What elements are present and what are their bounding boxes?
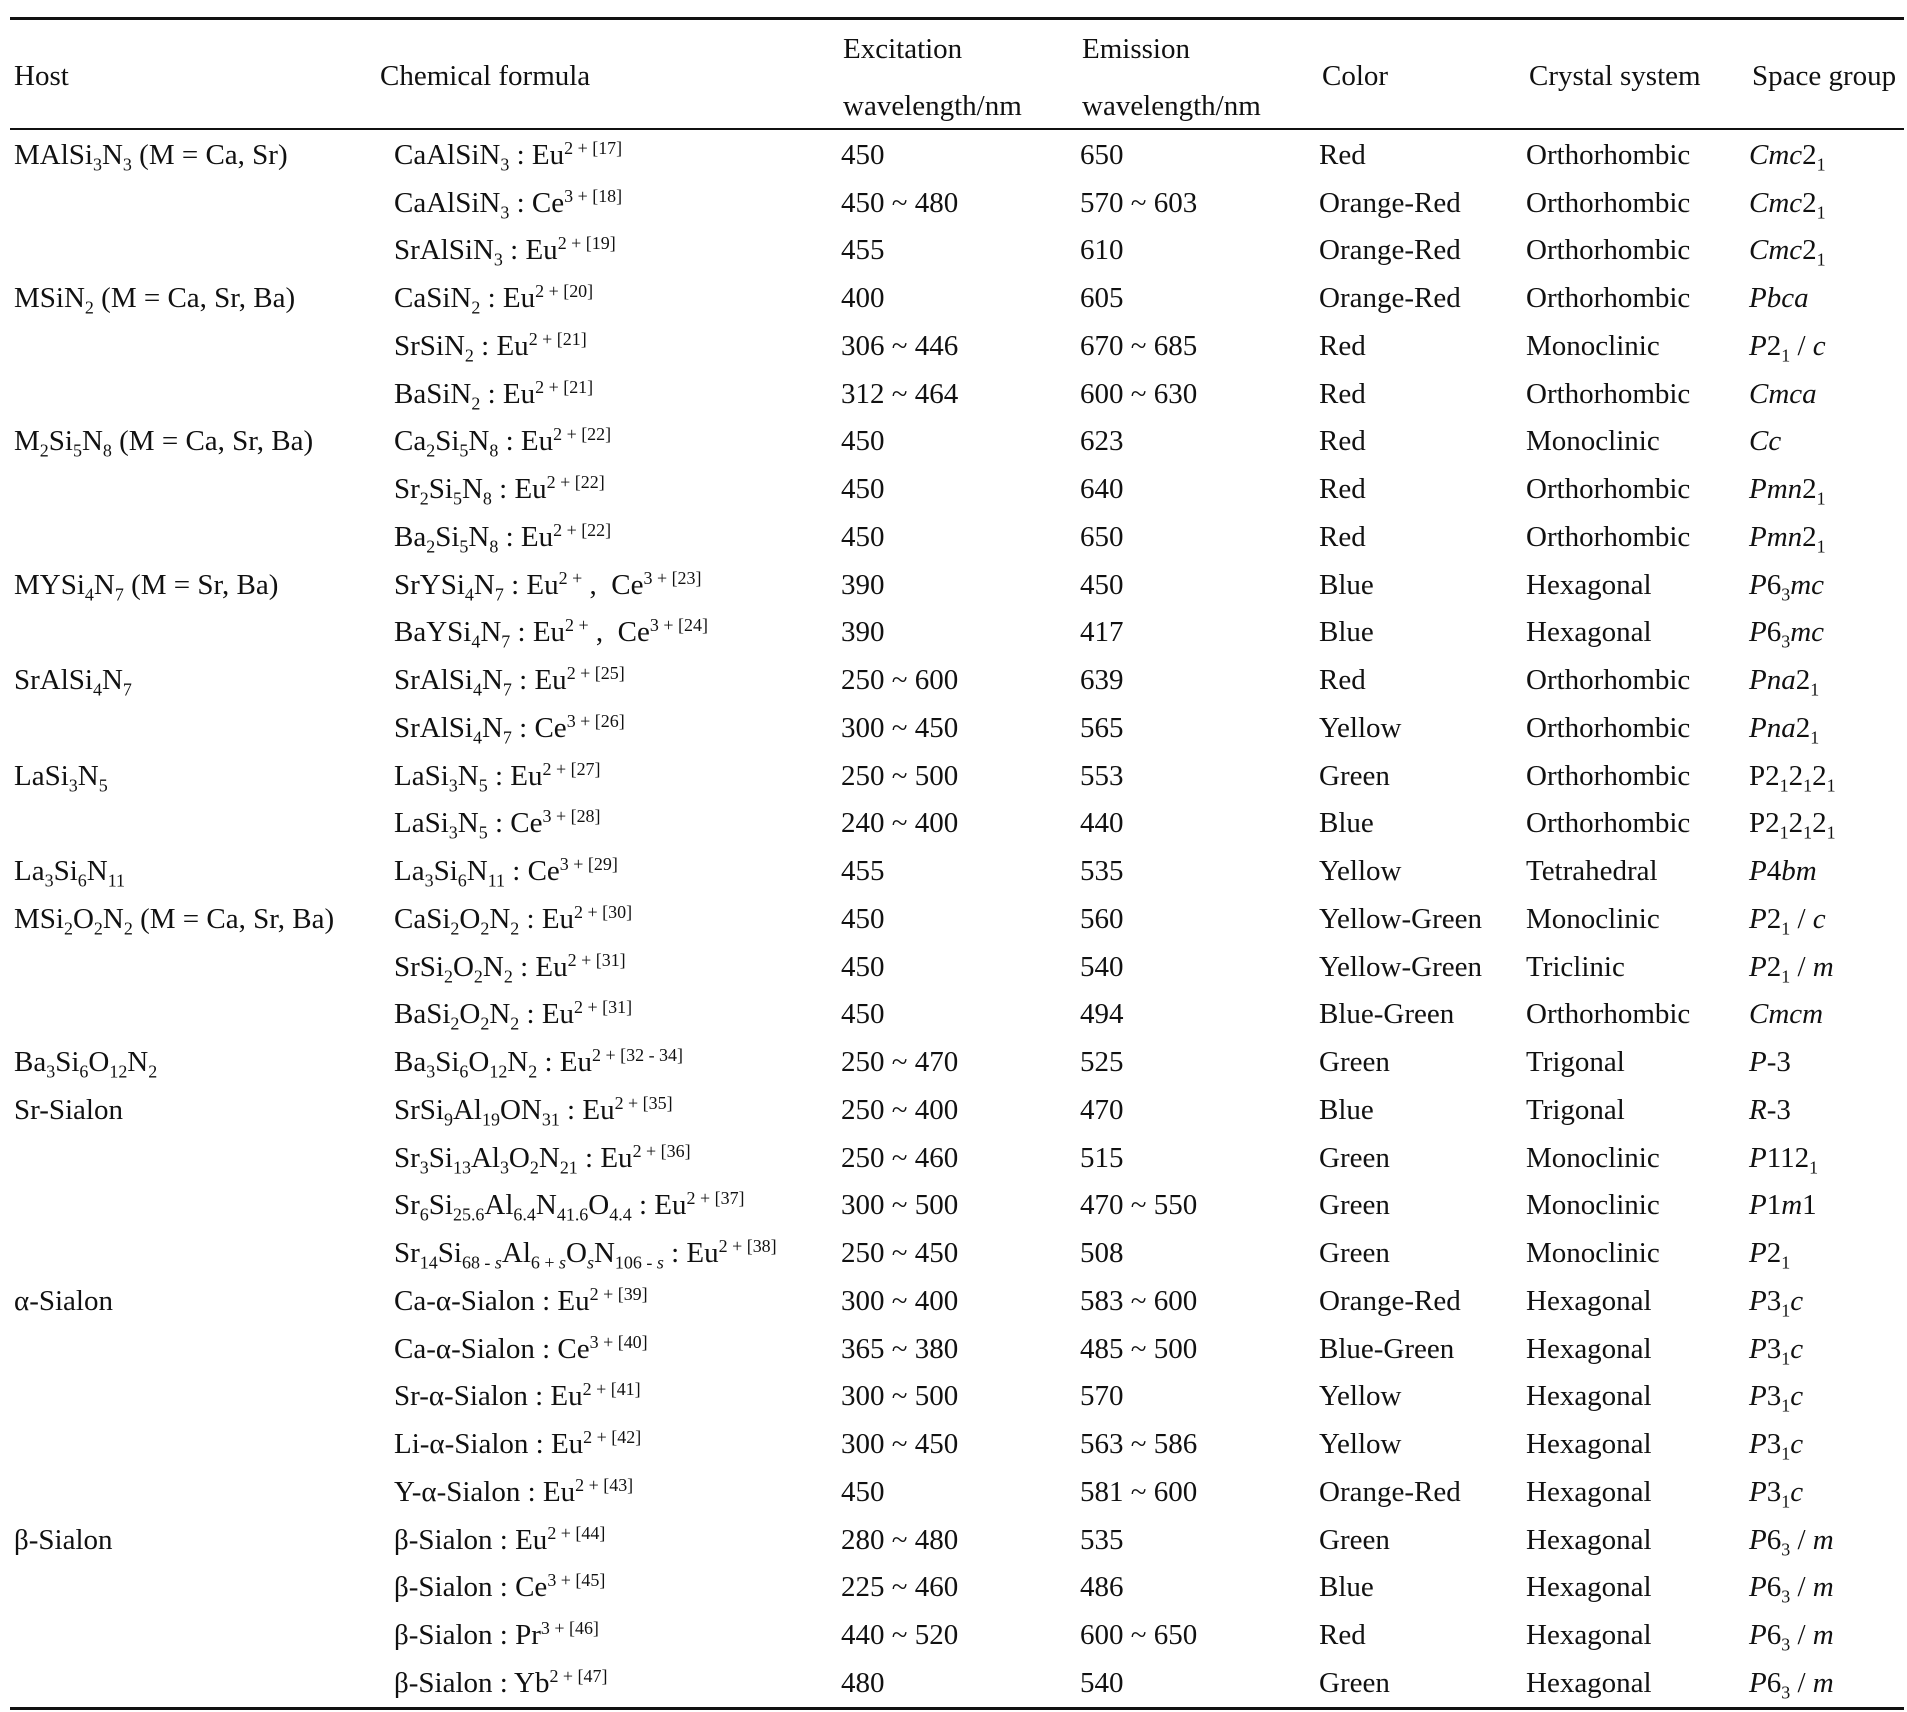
color-cell: Green bbox=[1319, 1046, 1390, 1079]
host-cell bbox=[0, 1182, 394, 1230]
emission-wavelength-cell: 583 ~ 600 bbox=[1080, 1284, 1198, 1317]
host-cell bbox=[0, 1134, 394, 1182]
space-group-cell: $P6_3mc$ bbox=[1749, 616, 1825, 652]
excitation-wavelength-cell: 450 bbox=[841, 998, 885, 1031]
color-cell: Red bbox=[1319, 138, 1366, 171]
table-row bbox=[0, 1325, 1907, 1373]
host-cell bbox=[0, 1659, 394, 1707]
chemical-formula-cell: CaAlSiN$_3$ : $Eu^{2 + [17]}$ bbox=[394, 138, 623, 175]
excitation-wavelength-cell: 250 ~ 500 bbox=[841, 759, 959, 792]
emission-wavelength-cell: 600 ~ 630 bbox=[1080, 377, 1198, 410]
table-row bbox=[0, 274, 1907, 322]
chemical-formula-cell: $SrYSi_4N_7$ : $Eu^{2 +}$ , $Ce^{3 + [23]}$ bbox=[394, 567, 702, 604]
excitation-wavelength-cell: 450 bbox=[841, 138, 885, 171]
color-cell: Green bbox=[1319, 1141, 1390, 1174]
space-group-cell: $P2_12_12_1$ bbox=[1749, 759, 1836, 795]
crystal-system-cell: Orthorhombic bbox=[1526, 377, 1691, 410]
crystal-system-cell: Monoclinic bbox=[1526, 902, 1660, 935]
color-cell: Red bbox=[1319, 1619, 1366, 1652]
space-group-cell: $P2_1$ / m bbox=[1749, 950, 1834, 986]
header-crystal-system: Crystal system bbox=[1529, 60, 1701, 92]
emission-wavelength-cell: 670 ~ 685 bbox=[1080, 329, 1198, 362]
space-group-cell: $P3_1c$ bbox=[1749, 1428, 1804, 1464]
crystal-system-cell: Tetrahedral bbox=[1526, 855, 1658, 888]
excitation-wavelength-cell: 250 ~ 460 bbox=[841, 1141, 959, 1174]
emission-wavelength-cell: 535 bbox=[1080, 1523, 1124, 1556]
excitation-wavelength-cell: 440 ~ 520 bbox=[841, 1619, 959, 1652]
host-cell bbox=[0, 1229, 394, 1277]
color-cell: Green bbox=[1319, 1189, 1390, 1222]
excitation-wavelength-cell: 455 bbox=[841, 855, 885, 888]
crystal-system-cell: Hexagonal bbox=[1526, 1571, 1652, 1604]
emission-wavelength-cell: 515 bbox=[1080, 1141, 1124, 1174]
emission-wavelength-cell: 470 ~ 550 bbox=[1080, 1189, 1198, 1222]
emission-wavelength-cell: 540 bbox=[1080, 1666, 1124, 1699]
host-cell bbox=[0, 1325, 394, 1373]
crystal-system-cell: Hexagonal bbox=[1526, 568, 1652, 601]
chemical-formula-cell: $SrAlSi_4N_7$ : $Eu^{2 + [25]}$ bbox=[394, 663, 625, 700]
emission-wavelength-cell: 485 ~ 500 bbox=[1080, 1332, 1198, 1365]
table-row bbox=[0, 131, 1907, 179]
chemical-formula-cell: $Sr_2Si_5N_8$ : $Eu^{2 + [22]}$ bbox=[394, 472, 605, 509]
table-row bbox=[0, 752, 1907, 800]
chemical-formula-cell: β-Sialon : $Eu^{2 + [44]}$ bbox=[394, 1522, 606, 1556]
host-cell bbox=[0, 1611, 394, 1659]
phosphor-table-body bbox=[0, 131, 1907, 1707]
host-cell bbox=[0, 991, 394, 1039]
color-cell: Orange-Red bbox=[1319, 282, 1461, 315]
table-row bbox=[0, 1659, 1907, 1707]
emission-wavelength-cell: 563 ~ 586 bbox=[1080, 1428, 1198, 1461]
chemical-formula-cell: $Sr_6Si_{25.6}Al_{6.4}N_{41.6}O_{4.4}$ : $Eu^{2 + [37]}$ bbox=[394, 1188, 745, 1225]
crystal-system-cell: Trigonal bbox=[1526, 1046, 1625, 1079]
chemical-formula-cell: Y-α-Sialon : $Eu^{2 + [43]}$ bbox=[394, 1475, 634, 1508]
crystal-system-cell: Orthorhombic bbox=[1526, 473, 1691, 506]
header-emission-line1: Emission bbox=[1082, 33, 1190, 65]
excitation-wavelength-cell: 312 ~ 464 bbox=[841, 377, 959, 410]
header-host: Host bbox=[14, 60, 69, 92]
color-cell: Yellow-Green bbox=[1319, 902, 1482, 935]
table-row bbox=[0, 1611, 1907, 1659]
crystal-system-cell: Orthorhombic bbox=[1526, 807, 1691, 840]
host-cell: Sr-Sialon bbox=[14, 1093, 123, 1126]
host-cell: $M_2Si_5N_8$ (M = Ca, Sr, Ba) bbox=[14, 425, 314, 461]
table-row bbox=[0, 179, 1907, 227]
space-group-cell: Cmca bbox=[1749, 377, 1817, 410]
crystal-system-cell: Orthorhombic bbox=[1526, 998, 1691, 1031]
host-cell bbox=[0, 179, 394, 227]
table-row bbox=[0, 800, 1907, 848]
color-cell: Orange-Red bbox=[1319, 1475, 1461, 1508]
host-cell: $SrAlSi_4N_7$ bbox=[14, 664, 132, 700]
host-cell: $MSi_2O_2N_2$ (M = Ca, Sr, Ba) bbox=[14, 902, 335, 939]
table-row bbox=[0, 847, 1907, 895]
crystal-system-cell: Orthorhombic bbox=[1526, 759, 1691, 792]
host-cell: $La_3Si_6N_{11}$ bbox=[14, 855, 126, 891]
host-cell bbox=[0, 322, 394, 370]
emission-wavelength-cell: 650 bbox=[1080, 138, 1124, 171]
color-cell: Blue bbox=[1319, 1571, 1374, 1604]
crystal-system-cell: Orthorhombic bbox=[1526, 520, 1691, 553]
emission-wavelength-cell: 494 bbox=[1080, 998, 1124, 1031]
crystal-system-cell: Triclinic bbox=[1526, 950, 1625, 983]
crystal-system-cell: Hexagonal bbox=[1526, 1475, 1652, 1508]
table-row bbox=[0, 418, 1907, 466]
chemical-formula-cell: β-Sialon : $Pr^{3 + [46]}$ bbox=[394, 1618, 599, 1652]
space-group-cell: $P6_3$ / m bbox=[1749, 1523, 1834, 1559]
table-row bbox=[0, 465, 1907, 513]
crystal-system-cell: Hexagonal bbox=[1526, 1666, 1652, 1699]
emission-wavelength-cell: 560 bbox=[1080, 902, 1124, 935]
table-row bbox=[0, 513, 1907, 561]
color-cell: Yellow bbox=[1319, 1428, 1402, 1461]
emission-wavelength-cell: 540 bbox=[1080, 950, 1124, 983]
host-cell: α-Sialon bbox=[14, 1284, 113, 1317]
color-cell: Green bbox=[1319, 759, 1390, 792]
chemical-formula-cell: $La_3Si_6N_{11}$ : $Ce^{3 + [29]}$ bbox=[394, 854, 618, 891]
table-row bbox=[0, 1468, 1907, 1516]
chemical-formula-cell: BaSiN$_2$ : $Eu^{2 + [21]}$ bbox=[394, 376, 594, 413]
space-group-cell: $P2_1$ bbox=[1749, 1237, 1791, 1273]
chemical-formula-cell: $BaSi_2O_2N_2$ : $Eu^{2 + [31]}$ bbox=[394, 997, 633, 1034]
space-group-cell: $Cmc2_1$ bbox=[1749, 138, 1826, 175]
excitation-wavelength-cell: 250 ~ 400 bbox=[841, 1093, 959, 1126]
emission-wavelength-cell: 565 bbox=[1080, 711, 1124, 744]
chemical-formula-cell: Li-α-Sialon : $Eu^{2 + [42]}$ bbox=[394, 1427, 642, 1461]
space-group-cell: $Cmc2_1$ bbox=[1749, 186, 1826, 222]
excitation-wavelength-cell: 300 ~ 450 bbox=[841, 711, 959, 744]
space-group-cell: $P2_12_12_1$ bbox=[1749, 807, 1836, 843]
color-cell: Red bbox=[1319, 425, 1366, 458]
crystal-system-cell: Orthorhombic bbox=[1526, 282, 1691, 315]
chemical-formula-cell: CaAlSiN$_3$ : $Ce^{3 + [18]}$ bbox=[394, 185, 623, 222]
table-row bbox=[0, 1564, 1907, 1612]
chemical-formula-cell: Sr-α-Sialon : $Eu^{2 + [41]}$ bbox=[394, 1379, 641, 1413]
excitation-wavelength-cell: 306 ~ 446 bbox=[841, 329, 959, 362]
table-row bbox=[0, 1516, 1907, 1564]
crystal-system-cell: Orthorhombic bbox=[1526, 186, 1691, 219]
table-row bbox=[0, 656, 1907, 704]
space-group-cell: $Cmc2_1$ bbox=[1749, 234, 1826, 270]
crystal-system-cell: Trigonal bbox=[1526, 1093, 1625, 1126]
chemical-formula-cell: SrSiN$_2$ : $Eu^{2 + [21]}$ bbox=[394, 329, 587, 366]
space-group-cell: $Pna2_1$ bbox=[1749, 711, 1820, 748]
color-cell: Blue bbox=[1319, 807, 1374, 840]
table-row bbox=[0, 1038, 1907, 1086]
color-cell: Orange-Red bbox=[1319, 1284, 1461, 1317]
excitation-wavelength-cell: 450 bbox=[841, 520, 885, 553]
emission-wavelength-cell: 535 bbox=[1080, 855, 1124, 888]
color-cell: Blue bbox=[1319, 1093, 1374, 1126]
emission-wavelength-cell: 610 bbox=[1080, 234, 1124, 267]
space-group-cell: P1m1 bbox=[1749, 1189, 1817, 1222]
emission-wavelength-cell: 600 ~ 650 bbox=[1080, 1619, 1198, 1652]
host-cell bbox=[0, 704, 394, 752]
bottom-rule bbox=[10, 1707, 1904, 1710]
crystal-system-cell: Monoclinic bbox=[1526, 329, 1660, 362]
color-cell: Green bbox=[1319, 1237, 1390, 1270]
chemical-formula-cell: $SrAlSi_4N_7$ : $Ce^{3 + [26]}$ bbox=[394, 711, 625, 748]
host-cell bbox=[0, 513, 394, 561]
space-group-cell: $P6_3mc$ bbox=[1749, 568, 1825, 604]
chemical-formula-cell: $SrSi_9Al_{19}ON_{31}$ : $Eu^{2 + [35]}$ bbox=[394, 1093, 673, 1130]
table-row bbox=[0, 991, 1907, 1039]
crystal-system-cell: Monoclinic bbox=[1526, 1237, 1660, 1270]
color-cell: Yellow bbox=[1319, 855, 1402, 888]
emission-wavelength-cell: 570 bbox=[1080, 1380, 1124, 1413]
table-row bbox=[0, 1373, 1907, 1421]
chemical-formula-cell: $Sr_3Si_{13}Al_3O_2N_{21}$ : $Eu^{2 + [36]}$ bbox=[394, 1140, 691, 1177]
table-row bbox=[0, 322, 1907, 370]
header-color: Color bbox=[1322, 60, 1389, 92]
color-cell: Red bbox=[1319, 664, 1366, 697]
host-cell: $LaSi_3N_5$ bbox=[14, 759, 108, 795]
color-cell: Green bbox=[1319, 1523, 1390, 1556]
space-group-cell: P-3 bbox=[1749, 1046, 1791, 1079]
space-group-cell: Pbca bbox=[1749, 282, 1809, 315]
chemical-formula-cell: $Ba_3Si_6O_{12}N_2$ : $Eu^{2 + [32 - 34]}$ bbox=[394, 1045, 683, 1082]
crystal-system-cell: Orthorhombic bbox=[1526, 234, 1691, 267]
excitation-wavelength-cell: 450 bbox=[841, 902, 885, 935]
color-cell: Blue-Green bbox=[1319, 998, 1455, 1031]
crystal-system-cell: Hexagonal bbox=[1526, 1523, 1652, 1556]
color-cell: Orange-Red bbox=[1319, 186, 1461, 219]
space-group-cell: $Pmn2_1$ bbox=[1749, 520, 1826, 557]
chemical-formula-cell: β-Sialon : $Ce^{3 + [45]}$ bbox=[394, 1570, 606, 1604]
chemical-formula-cell: $LaSi_3N_5$ : $Eu^{2 + [27]}$ bbox=[394, 758, 601, 795]
emission-wavelength-cell: 639 bbox=[1080, 664, 1124, 697]
table-row bbox=[0, 609, 1907, 657]
chemical-formula-cell: SrAlSiN$_3$ : $Eu^{2 + [19]}$ bbox=[394, 233, 616, 270]
table-row bbox=[0, 1229, 1907, 1277]
color-cell: Red bbox=[1319, 520, 1366, 553]
chemical-formula-cell: Ca-α-Sialon : $Eu^{2 + [39]}$ bbox=[394, 1284, 648, 1317]
space-group-cell: $P2_1$ / c bbox=[1749, 902, 1826, 939]
space-group-cell: Cmcm bbox=[1749, 998, 1824, 1031]
crystal-system-cell: Hexagonal bbox=[1526, 1428, 1652, 1461]
space-group-cell: $P6_3$ / m bbox=[1749, 1571, 1834, 1607]
excitation-wavelength-cell: 450 bbox=[841, 425, 885, 458]
chemical-formula-cell: Ca-α-Sialon : $Ce^{3 + [40]}$ bbox=[394, 1331, 648, 1365]
emission-wavelength-cell: 605 bbox=[1080, 282, 1124, 315]
emission-wavelength-cell: 581 ~ 600 bbox=[1080, 1475, 1198, 1508]
header-excitation-line1: Excitation bbox=[843, 33, 963, 65]
excitation-wavelength-cell: 365 ~ 380 bbox=[841, 1332, 959, 1365]
color-cell: Blue bbox=[1319, 616, 1374, 649]
space-group-cell: $P6_3$ / m bbox=[1749, 1666, 1834, 1703]
host-cell bbox=[0, 1373, 394, 1421]
emission-wavelength-cell: 450 bbox=[1080, 568, 1124, 601]
header-rule bbox=[10, 128, 1904, 130]
host-cell: $MYSi_4N_7$ (M = Sr, Ba) bbox=[14, 568, 279, 604]
host-cell bbox=[0, 943, 394, 991]
host-cell bbox=[0, 1420, 394, 1468]
chemical-formula-cell: $Ca_2Si_5N_8$ : $Eu^{2 + [22]}$ bbox=[394, 424, 612, 461]
table-row bbox=[0, 895, 1907, 943]
chemical-formula-cell: $Ba_2Si_5N_8$ : $Eu^{2 + [22]}$ bbox=[394, 520, 612, 557]
host-cell bbox=[0, 465, 394, 513]
color-cell: Blue-Green bbox=[1319, 1332, 1455, 1365]
host-cell: $MAlSi_3N_3$ (M = Ca, Sr) bbox=[14, 138, 288, 175]
crystal-system-cell: Monoclinic bbox=[1526, 1189, 1660, 1222]
space-group-cell: $P3_1c$ bbox=[1749, 1284, 1804, 1321]
excitation-wavelength-cell: 455 bbox=[841, 234, 885, 267]
chemical-formula-cell: $Sr_{14}Si_{68 - s}Al_{6 + s}O_sN_{106 - s}$ : $Eu^{2 + [38]}$ bbox=[394, 1236, 777, 1273]
crystal-system-cell: Monoclinic bbox=[1526, 1141, 1660, 1174]
space-group-cell: $P112_1$ bbox=[1749, 1141, 1819, 1177]
host-cell bbox=[0, 800, 394, 848]
excitation-wavelength-cell: 250 ~ 470 bbox=[841, 1046, 959, 1079]
emission-wavelength-cell: 640 bbox=[1080, 473, 1124, 506]
header-space-group: Space group bbox=[1752, 60, 1897, 92]
space-group-cell: R-3 bbox=[1749, 1093, 1791, 1126]
color-cell: Red bbox=[1319, 377, 1366, 410]
table-row bbox=[0, 704, 1907, 752]
excitation-wavelength-cell: 400 bbox=[841, 282, 885, 315]
table-row bbox=[0, 227, 1907, 275]
space-group-cell: $Pmn2_1$ bbox=[1749, 473, 1826, 509]
host-cell bbox=[0, 1468, 394, 1516]
emission-wavelength-cell: 508 bbox=[1080, 1237, 1124, 1270]
excitation-wavelength-cell: 450 bbox=[841, 1475, 885, 1508]
excitation-wavelength-cell: 225 ~ 460 bbox=[841, 1571, 959, 1604]
host-cell: MSiN$_2$ (M = Ca, Sr, Ba) bbox=[14, 282, 296, 318]
emission-wavelength-cell: 440 bbox=[1080, 807, 1124, 840]
emission-wavelength-cell: 570 ~ 603 bbox=[1080, 186, 1198, 219]
table-row bbox=[0, 1134, 1907, 1182]
color-cell: Yellow-Green bbox=[1319, 950, 1482, 983]
crystal-system-cell: Orthorhombic bbox=[1526, 711, 1691, 744]
excitation-wavelength-cell: 300 ~ 400 bbox=[841, 1284, 959, 1317]
table-row bbox=[0, 943, 1907, 991]
table-row bbox=[0, 1182, 1907, 1230]
table-row bbox=[0, 1277, 1907, 1325]
table-row bbox=[0, 1086, 1907, 1134]
top-rule bbox=[10, 17, 1904, 20]
space-group-cell: Cc bbox=[1749, 425, 1782, 458]
color-cell: Green bbox=[1319, 1666, 1390, 1699]
crystal-system-cell: Hexagonal bbox=[1526, 616, 1652, 649]
table-row bbox=[0, 370, 1907, 418]
excitation-wavelength-cell: 240 ~ 400 bbox=[841, 807, 959, 840]
chemical-formula-cell: $CaSi_2O_2N_2$ : $Eu^{2 + [30]}$ bbox=[394, 902, 633, 939]
emission-wavelength-cell: 525 bbox=[1080, 1046, 1124, 1079]
space-group-cell: $P3_1c$ bbox=[1749, 1380, 1804, 1416]
header-emission-line2: wavelength/nm bbox=[1082, 90, 1261, 122]
excitation-wavelength-cell: 280 ~ 480 bbox=[841, 1523, 959, 1556]
color-cell: Orange-Red bbox=[1319, 234, 1461, 267]
emission-wavelength-cell: 470 bbox=[1080, 1093, 1124, 1126]
table-row bbox=[0, 561, 1907, 609]
excitation-wavelength-cell: 390 bbox=[841, 616, 885, 649]
space-group-cell: $Pna2_1$ bbox=[1749, 664, 1820, 700]
excitation-wavelength-cell: 300 ~ 500 bbox=[841, 1380, 959, 1413]
phosphor-table bbox=[0, 131, 1907, 1707]
space-group-cell: $P3_1c$ bbox=[1749, 1475, 1804, 1512]
excitation-wavelength-cell: 250 ~ 450 bbox=[841, 1237, 959, 1270]
color-cell: Blue bbox=[1319, 568, 1374, 601]
emission-wavelength-cell: 417 bbox=[1080, 616, 1124, 649]
emission-wavelength-cell: 486 bbox=[1080, 1571, 1124, 1604]
crystal-system-cell: Monoclinic bbox=[1526, 425, 1660, 458]
chemical-formula-cell: CaSiN$_2$ : $Eu^{2 + [20]}$ bbox=[394, 281, 594, 318]
host-cell bbox=[0, 1564, 394, 1612]
space-group-cell: $P2_1$ / c bbox=[1749, 329, 1826, 366]
crystal-system-cell: Hexagonal bbox=[1526, 1332, 1652, 1365]
host-cell bbox=[0, 227, 394, 275]
excitation-wavelength-cell: 450 ~ 480 bbox=[841, 186, 959, 219]
emission-wavelength-cell: 650 bbox=[1080, 520, 1124, 553]
header-excitation-line2: wavelength/nm bbox=[843, 90, 1022, 122]
color-cell: Yellow bbox=[1319, 1380, 1402, 1413]
color-cell: Yellow bbox=[1319, 711, 1402, 744]
excitation-wavelength-cell: 450 bbox=[841, 473, 885, 506]
excitation-wavelength-cell: 250 ~ 600 bbox=[841, 664, 959, 697]
chemical-formula-cell: $SrSi_2O_2N_2$ : $Eu^{2 + [31]}$ bbox=[394, 949, 626, 986]
color-cell: Red bbox=[1319, 473, 1366, 506]
space-group-cell: $P3_1c$ bbox=[1749, 1332, 1804, 1368]
chemical-formula-cell: β-Sialon : $Yb^{2 + [47]}$ bbox=[394, 1666, 608, 1699]
crystal-system-cell: Hexagonal bbox=[1526, 1284, 1652, 1317]
excitation-wavelength-cell: 450 bbox=[841, 950, 885, 983]
color-cell: Red bbox=[1319, 329, 1366, 362]
crystal-system-cell: Orthorhombic bbox=[1526, 664, 1691, 697]
excitation-wavelength-cell: 300 ~ 450 bbox=[841, 1428, 959, 1461]
excitation-wavelength-cell: 390 bbox=[841, 568, 885, 601]
header-chemical-formula: Chemical formula bbox=[380, 60, 591, 92]
host-cell bbox=[0, 609, 394, 657]
host-cell: $Ba_3Si_6O_{12}N_2$ bbox=[14, 1046, 158, 1082]
crystal-system-cell: Hexagonal bbox=[1526, 1380, 1652, 1413]
crystal-system-cell: Orthorhombic bbox=[1526, 138, 1691, 171]
chemical-formula-cell: $BaYSi_4N_7$ : $Eu^{2 +}$ , $Ce^{3 + [24]}$ bbox=[394, 615, 708, 652]
host-cell bbox=[0, 370, 394, 418]
emission-wavelength-cell: 553 bbox=[1080, 759, 1124, 792]
space-group-cell: P4bm bbox=[1749, 855, 1817, 888]
table-row bbox=[0, 1420, 1907, 1468]
emission-wavelength-cell: 623 bbox=[1080, 425, 1124, 458]
host-cell: β-Sialon bbox=[14, 1523, 113, 1556]
excitation-wavelength-cell: 300 ~ 500 bbox=[841, 1189, 959, 1222]
space-group-cell: $P6_3$ / m bbox=[1749, 1619, 1834, 1655]
crystal-system-cell: Hexagonal bbox=[1526, 1619, 1652, 1652]
chemical-formula-cell: $LaSi_3N_5$ : $Ce^{3 + [28]}$ bbox=[394, 806, 601, 843]
excitation-wavelength-cell: 480 bbox=[841, 1666, 885, 1699]
